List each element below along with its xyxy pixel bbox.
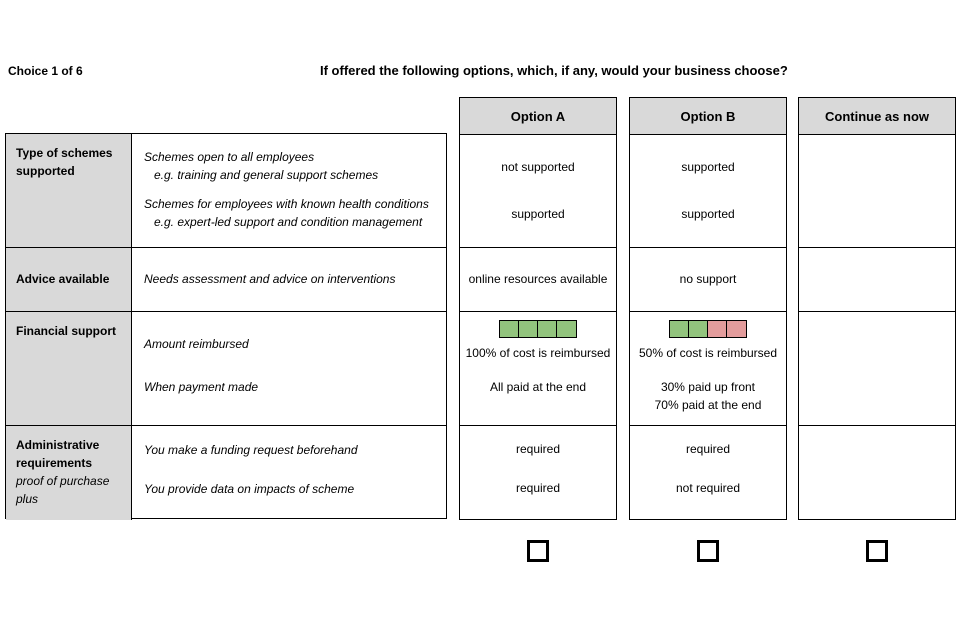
option-b-funding-request: required xyxy=(685,442,731,456)
row-header-advice: Advice available xyxy=(6,248,132,312)
question-heading: If offered the following options, which, if any, would your business choose? xyxy=(320,63,788,78)
bar-segment-green xyxy=(557,321,576,337)
choice-counter: Choice 1 of 6 xyxy=(8,64,83,78)
schemes-level-health-example: e.g. expert-led support and condition management xyxy=(154,215,423,229)
row-header-schemes: Type of schemes supported xyxy=(6,134,132,247)
option-a-checkbox[interactable] xyxy=(527,540,549,562)
option-a-payment-line1: All paid at the end xyxy=(489,380,587,394)
option-a-impact-data: required xyxy=(515,481,561,495)
bar-segment-green xyxy=(500,321,519,337)
bar-segment-red xyxy=(708,321,727,337)
option-b-advice: no support xyxy=(679,272,737,286)
option-b-impact-data: not required xyxy=(675,481,741,495)
schemes-level-health-text: Schemes for employees with known health conditions xyxy=(144,197,429,211)
row-advice xyxy=(6,247,446,312)
admin-level-impact: You provide data on impacts of scheme xyxy=(144,482,355,496)
schemes-level-all xyxy=(144,148,378,184)
bar-segment-red xyxy=(727,321,746,337)
option-c-column xyxy=(798,97,956,520)
bar-segment-green xyxy=(689,321,708,337)
row-header-financial: Financial support xyxy=(6,312,132,426)
bar-segment-green xyxy=(519,321,538,337)
row-header-admin-title: Administrative requirements xyxy=(16,438,100,470)
schemes-level-health xyxy=(144,195,429,231)
option-b-schemes-health: supported xyxy=(681,207,735,221)
option-a-schemes-all: not supported xyxy=(501,160,575,174)
option-b-payment-line1: 30% paid up front xyxy=(660,380,756,394)
option-c-checkbox[interactable] xyxy=(866,540,888,562)
row-header-admin xyxy=(6,426,132,520)
bar-segment-green xyxy=(538,321,557,337)
schemes-level-all-text: Schemes open to all employees xyxy=(144,150,315,164)
row-financial xyxy=(6,311,446,426)
financial-level-timing: When payment made xyxy=(144,380,259,394)
option-a-reimbursement-bar xyxy=(499,320,577,338)
row-schemes xyxy=(6,134,446,247)
option-b-column xyxy=(629,97,787,520)
admin-level-funding: You make a funding request beforehand xyxy=(144,443,358,457)
option-b-reimbursement-bar xyxy=(669,320,747,338)
row-header-admin-subtitle: proof of purchase plus xyxy=(16,474,110,506)
option-c-header: Continue as now xyxy=(799,98,955,135)
schemes-level-all-example: e.g. training and general support schemes xyxy=(154,168,379,182)
option-a-schemes-health: supported xyxy=(511,207,565,221)
option-a-reimbursed: 100% of cost is reimbursed xyxy=(465,346,611,360)
option-b-header: Option B xyxy=(630,98,786,135)
option-b-schemes-all: supported xyxy=(681,160,735,174)
option-b-reimbursed: 50% of cost is reimbursed xyxy=(638,346,778,360)
option-b-payment-line2: 70% paid at the end xyxy=(654,398,762,412)
option-a-funding-request: required xyxy=(515,442,561,456)
financial-level-amount: Amount reimbursed xyxy=(144,337,249,351)
row-admin xyxy=(6,425,446,520)
option-a-header: Option A xyxy=(460,98,616,135)
bar-segment-green xyxy=(670,321,689,337)
option-a-column xyxy=(459,97,617,520)
advice-level: Needs assessment and advice on interventions xyxy=(144,272,396,286)
option-b-checkbox[interactable] xyxy=(697,540,719,562)
option-a-advice: online resources available xyxy=(468,272,608,286)
attribute-table xyxy=(5,133,447,519)
